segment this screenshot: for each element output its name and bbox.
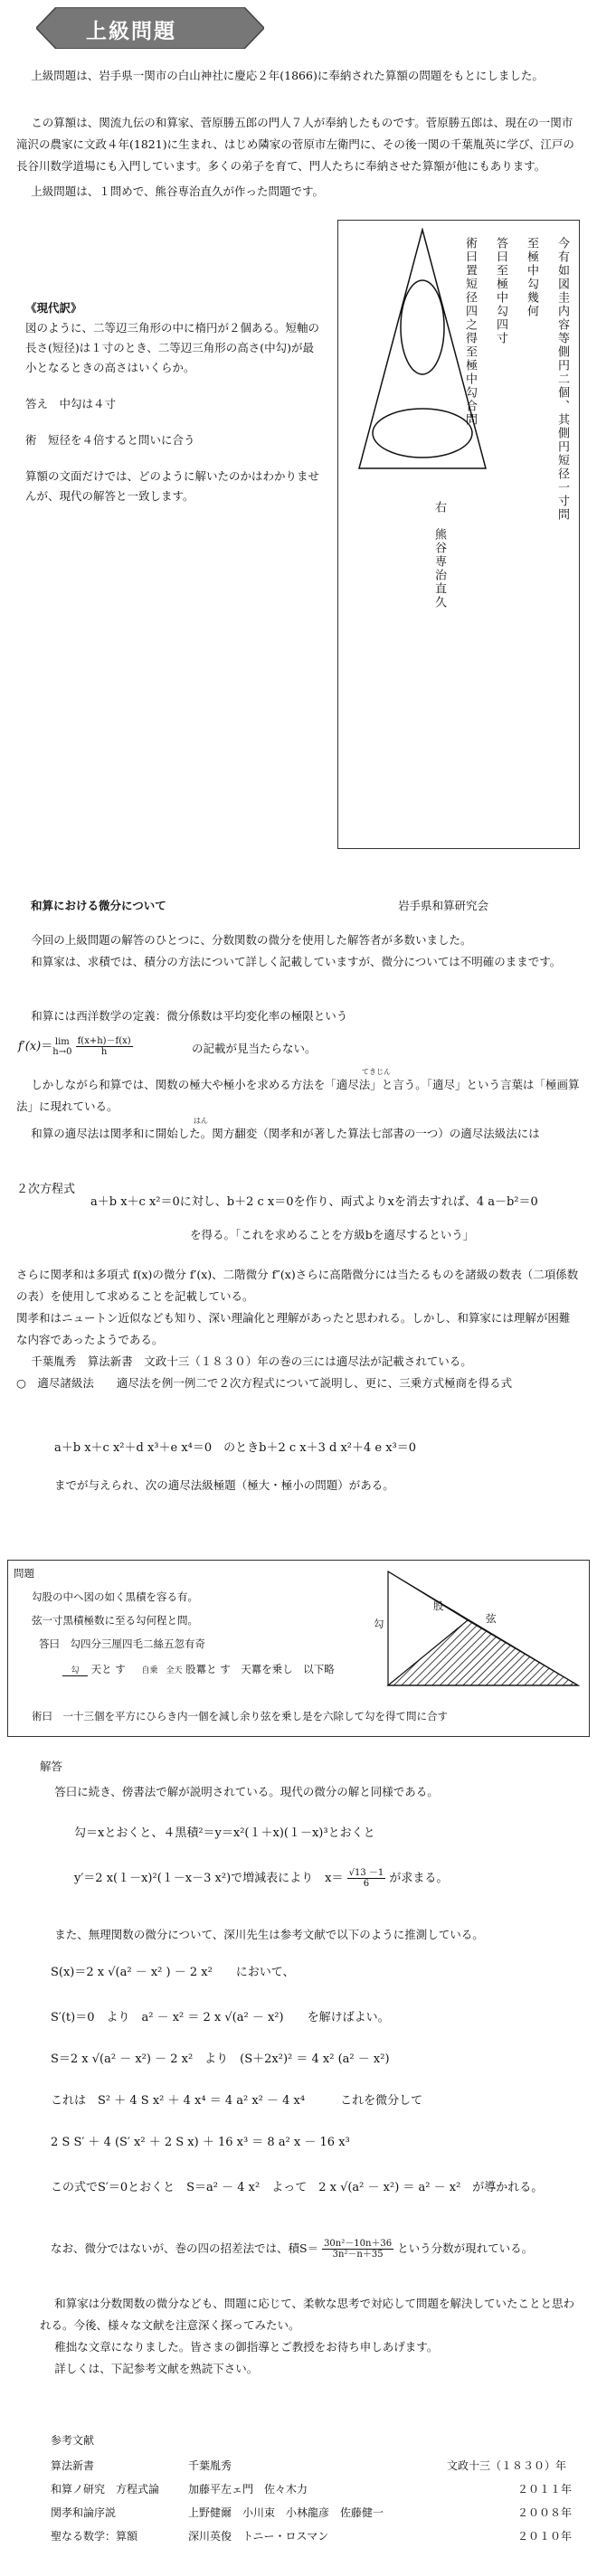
solution-label: 解答 (40, 1760, 63, 1773)
translation-answer: 答え 中勾は４寸 (25, 397, 117, 410)
solution-p2: また、無理関数の微分について、深川先生は参考文献で以下のように推測している。 (54, 1928, 484, 1941)
solution-eq3: 勾＝xとおくと、４黒積²＝y＝x²(１＋x)(１－x)³とおくと (74, 1826, 375, 1840)
eq4-after: が求まる。 (389, 1872, 449, 1885)
section2-p2: 和算家は、求積では、積分の方法について詳しく記載していますが、微分については不明確のままです。 (31, 955, 562, 968)
reference-title: 和算ノ研究 方程式論 (51, 2483, 160, 2496)
figure-ko-label: 股 (433, 1599, 444, 1612)
problem-line-2: 弦一寸黒積極数に至る勾何程と問。 (32, 1614, 198, 1627)
reference-year: ２０１１年 (517, 2483, 573, 2496)
section2-p9: ○ 適尽諸級法 適尽法を例一例二で２次方程式について説明し、更に、三乗方式極商を得る式 (16, 1376, 513, 1390)
solution-p1: 答曰に続き、傍書法で解が説明されている。現代の微分の解と同様である。 (54, 1785, 439, 1798)
problem-box (7, 1560, 590, 1737)
intro-paragraph-1: 上級問題は、岩手県一関市の白山神社に慶応２年(1866)に奉納された算額の問題をもとにしました。 (31, 69, 544, 82)
section2-p1: 今回の上級問題の解答のひとつに、分数関数の微分を使用した解答者が多数いました。 (31, 933, 472, 947)
section2-p3: 和算には西洋数学の定義：微分係数は平均変化率の極限という (31, 1009, 348, 1023)
problem-method: 術曰 一十三個を平方にひらき内一個を減し余り弦を乗し是を六除して勾を得て問に合す (32, 1710, 448, 1722)
reference-year: ２００８年 (517, 2506, 573, 2519)
sangaku-frame (337, 220, 580, 849)
solution-p3-after: という分数が現れている。 (397, 2241, 534, 2255)
solution-p3-text: なお、微分ではないが、巻の四の招差法では、積S＝ (51, 2241, 319, 2255)
sangaku-col-1: 今有如図圭内容等側円二個、其側円短径一寸問 (555, 237, 569, 522)
problem-line-4b: 天と す (90, 1663, 126, 1675)
sangaku-col-3: 答曰至極中勾四寸 (494, 237, 507, 345)
reference-row (51, 2505, 584, 2524)
reference-title: 算法新書 (51, 2459, 95, 2472)
solution-eq5: S(x)＝2 x √(a² － x² ) － 2 x² において、 (51, 1966, 295, 1979)
kou-word: 勾 (62, 1664, 88, 1676)
solution-p6: 詳しくは、下記参考文献を熟読下さい。 (54, 2362, 259, 2375)
translation-body: 図のように、二等辺三角形の中に楕円が２個ある。短軸の長さ(短径)は１寸のとき、二等辺三角形の高さ(中勾)が最小となるときの高さはいくらか。 (25, 321, 320, 374)
reference-author: 千葉胤秀 (188, 2459, 232, 2472)
right-triangle-figure (386, 1570, 582, 1687)
ruby-tekijin: てきじん (362, 1068, 391, 1076)
title-banner (36, 7, 264, 49)
sangaku-col-5: 右 熊谷専治直久 (432, 501, 446, 609)
solution-p4: 和算家は分数関数の微分なども、問題に応じて、柔軟な思考で対応して問題を解決していたことと思われる。今後、様々な文献を注意深く探ってみたい。 (40, 2297, 575, 2332)
figure-gen-label: 弦 (486, 1612, 497, 1625)
reference-year: 文政十三（１８３０）年 (447, 2459, 567, 2472)
reference-title: 関孝和論序説 (51, 2506, 117, 2519)
eq4-text: y′＝2 x(１－x)²(１－x－3 x²)で増減表により x＝ (74, 1872, 344, 1885)
reference-row (51, 2481, 584, 2501)
section2-p7: 関孝和はニュートン近似なども知り、深い理論化と理解があったと思われる。しかし、和算家には理解が困難な内容であったようである。 (16, 1311, 571, 1346)
solution-eq10: この式でS′＝0とおくと S＝a² － 4 x² よって 2 x √(a² － x²) ＝ a² － x² が導かれる。 (51, 2181, 544, 2194)
solution-eq7: S＝2 x √(a² － x²) － 2 x² より (S＋2x²)² ＝ 4 x² (a² － x²) (51, 2052, 390, 2066)
reference-author: 深川英俊 トニー・ロスマン (188, 2530, 329, 2543)
translation-note: 算額の文面だけでは、どのように解いたのかはわかりませんが、現代の解答と一致します。 (25, 469, 320, 503)
figure-kou-label: 勾 (374, 1618, 384, 1630)
section2-p8: 千葉胤秀 算法新書 文政十三（１８３０）年の巻の三には適尽法が記載されている。 (31, 1354, 472, 1368)
intro-paragraph-3: 上級問題は、１問めで、熊谷専治直久が作った問題です。 (31, 184, 325, 198)
section2-p10: までが与えられ、次の適尽法級極題（極大・極小の問題）がある。 (54, 1478, 394, 1492)
solution-p3: なお、微分ではないが、巻の四の招差法では、積S＝ $\frac{\text{30n²－10n＋36}}{\text{3n²－n＋35}}$ という分数が現れている。 (51, 2239, 534, 2260)
solution-eq9: 2 S S′ ＋ 4 (S′ x² ＋ 2 S x) ＋ 16 x³ ＝ 8 a² x － 16 x³ (51, 2136, 350, 2149)
reference-title: 聖なる数学：算額 (51, 2530, 138, 2543)
reference-row (51, 2528, 584, 2548)
translation-block (25, 298, 324, 506)
eq1-after: を得る。「これを求めることを方級bを適尽するという」 (190, 1228, 475, 1241)
reference-author: 上野健爾 小川束 小林龍彦 佐藤健一 (188, 2506, 384, 2519)
reference-row (51, 2458, 584, 2477)
intro-paragraph-2: この算額は、関流九伝の和算家、菅原勝五郎の門人７人が奉納したものです。菅原勝五郎は、現在の一関市滝沢の農家に文政４年(1821)に生まれ、はじめ隣家の菅原市左衛門に、その後一関の千葉胤英に学び、江戸の長谷川数学道場にも入門しています。多くの弟子を育て、門人たちに奉納させた算額が他にもあります。 (16, 116, 574, 173)
eq1: a＋b x＋c x²＝0に対し、b＋2 c x＝0を作り、両式よりxを消去すれば、4 a－b²＝0 (90, 1195, 538, 1209)
section2-p5: 和算の適尽法は関孝和に開始した。関方翻変（関孝和が著した算法七部書の一つ）の適尽法級法には (31, 1127, 540, 1140)
sangaku-col-2: 至極中勾幾何 (525, 237, 538, 318)
derivative-definition: f′(x)＝ lim h→0 $\frac{f(x+h)-f(x)}{h}$ (18, 1036, 131, 1057)
reference-author: 加藤平左ェ門 佐々木力 (188, 2483, 308, 2496)
solution-eq4: y′＝2 x(１－x)²(１－x－3 x²)で増減表により x＝ $\frac{√13 -1}{6}$ が求まる。 (74, 1868, 449, 1889)
ruby-hon: はん (194, 1117, 208, 1125)
eq2: a＋b x＋c x²＋d x³＋e x⁴＝0 のときb＋2 c x＋3 d x²＋4 e x³＝0 (54, 1441, 417, 1455)
problem-line-4d: 股羃と す 天羃を乗し 以下略 (185, 1663, 335, 1675)
eq1-label: ２次方程式 (16, 1183, 76, 1196)
translation-method: 術 短径を４倍すると問いに合う (25, 433, 195, 447)
reference-year: ２０１０年 (517, 2530, 573, 2543)
solution-eq6: S′(t)＝0 より a² － x² ＝ 2 x √(a² － x²) を解けばよい。 (51, 2011, 390, 2024)
section2-p4: しかしながら和算では、関数の極大や極小を求める方法を「適尽法」と言う。「適尽」という言葉は「極画算法」に現れている。 (16, 1078, 580, 1113)
translation-heading: 《現代訳》 (25, 301, 82, 315)
section2-author: 岩手県和算研究会 (398, 899, 489, 912)
page-title: 上級問題 (86, 20, 176, 43)
problem-line-4c: 自乗 全天 (141, 1666, 183, 1675)
problem-line-3: 答曰 勾四分三厘四毛二絲五忽有奇 (39, 1637, 205, 1650)
problem-label: 問題 (14, 1567, 34, 1580)
problem-line-4 (62, 1662, 335, 1676)
sangaku-col-4: 術曰置短径四之得至極中勾合問 (463, 237, 477, 427)
problem-line-1: 勾股の中へ図の如く黒積を容る有。 (32, 1590, 198, 1603)
solution-p5: 稚拙な文章になりました。皆さまの御指導とご教授をお待ち申しあげます。 (54, 2340, 439, 2354)
solution-eq8: これは S² ＋ 4 S x² ＋ 4 x⁴ ＝ 4 a² x² － 4 x⁴ これを微分して (51, 2094, 423, 2108)
section2-p6: さらに関孝和は多項式 f(x)の微分 f′(x)、二階微分 f″(x)さらに高階微分には当たるものを諸級の数表（二項係数の表）を使用して求めることを記載している。 (16, 1268, 579, 1303)
section2-p3b: の記載が見当たらない。 (192, 1042, 317, 1055)
section2-heading: 和算における微分について (31, 899, 166, 912)
references-heading: 参考文献 (51, 2434, 95, 2447)
